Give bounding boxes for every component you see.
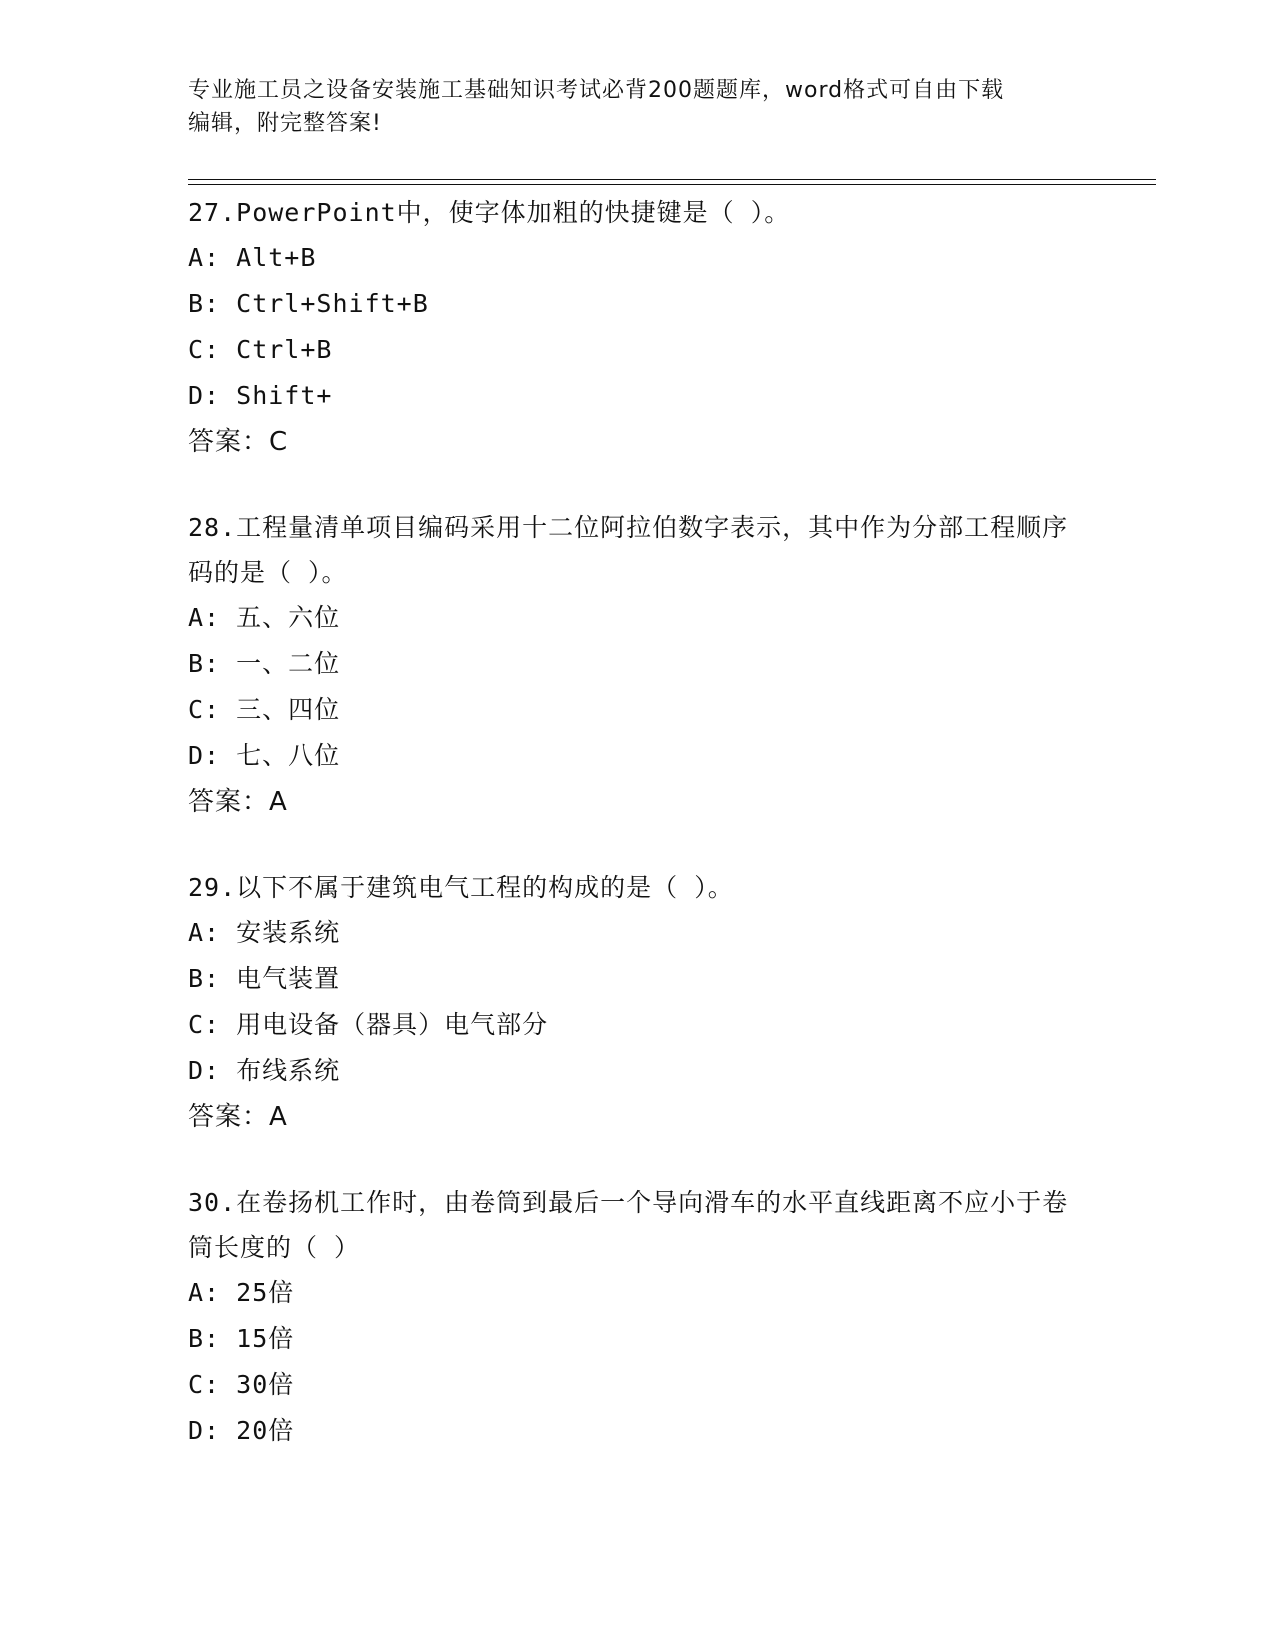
header-divider-top xyxy=(188,179,1156,180)
header-divider-bottom xyxy=(188,184,1156,185)
question-27 xyxy=(188,190,1088,465)
question-28 xyxy=(188,505,1088,825)
option-d: D: Shift+ xyxy=(188,381,333,410)
option-d: D: 布线系统 xyxy=(188,1056,341,1085)
question-30 xyxy=(188,1180,1088,1454)
document-header xyxy=(188,74,1088,140)
option-d: D: 20倍 xyxy=(188,1416,295,1445)
option-a: A: 安装系统 xyxy=(188,918,341,947)
answer-line: 答案：C xyxy=(188,427,289,457)
question-text: 28.工程量清单项目编码采用十二位阿拉伯数字表示，其中作为分部工程顺序码的是（ ）。 xyxy=(188,513,1069,587)
header-line-2: 编辑，附完整答案! xyxy=(188,111,382,136)
option-c: C: 用电设备（器具）电气部分 xyxy=(188,1010,549,1039)
option-a: A: Alt+B xyxy=(188,243,317,272)
question-text: 29.以下不属于建筑电气工程的构成的是（ ）。 xyxy=(188,873,734,902)
answer-line: 答案：A xyxy=(188,787,288,817)
answer-line: 答案：A xyxy=(188,1102,288,1132)
question-text: 30.在卷扬机工作时，由卷筒到最后一个导向滑车的水平直线距离不应小于卷筒长度的（ ） xyxy=(188,1188,1069,1262)
question-list xyxy=(188,190,1088,1494)
question-29 xyxy=(188,865,1088,1140)
option-b: B: 电气装置 xyxy=(188,964,341,993)
option-a: A: 25倍 xyxy=(188,1278,295,1307)
option-c: C: 三、四位 xyxy=(188,695,341,724)
option-a: A: 五、六位 xyxy=(188,603,341,632)
option-d: D: 七、八位 xyxy=(188,741,341,770)
option-c: C: Ctrl+B xyxy=(188,335,333,364)
option-b: B: 15倍 xyxy=(188,1324,295,1353)
header-line-1: 专业施工员之设备安装施工基础知识考试必背200题题库，word格式可自由下载 xyxy=(188,78,1005,103)
option-b: B: 一、二位 xyxy=(188,649,341,678)
option-c: C: 30倍 xyxy=(188,1370,295,1399)
question-text: 27.PowerPoint中，使字体加粗的快捷键是（ ）。 xyxy=(188,198,791,227)
option-b: B: Ctrl+Shift+B xyxy=(188,289,429,318)
